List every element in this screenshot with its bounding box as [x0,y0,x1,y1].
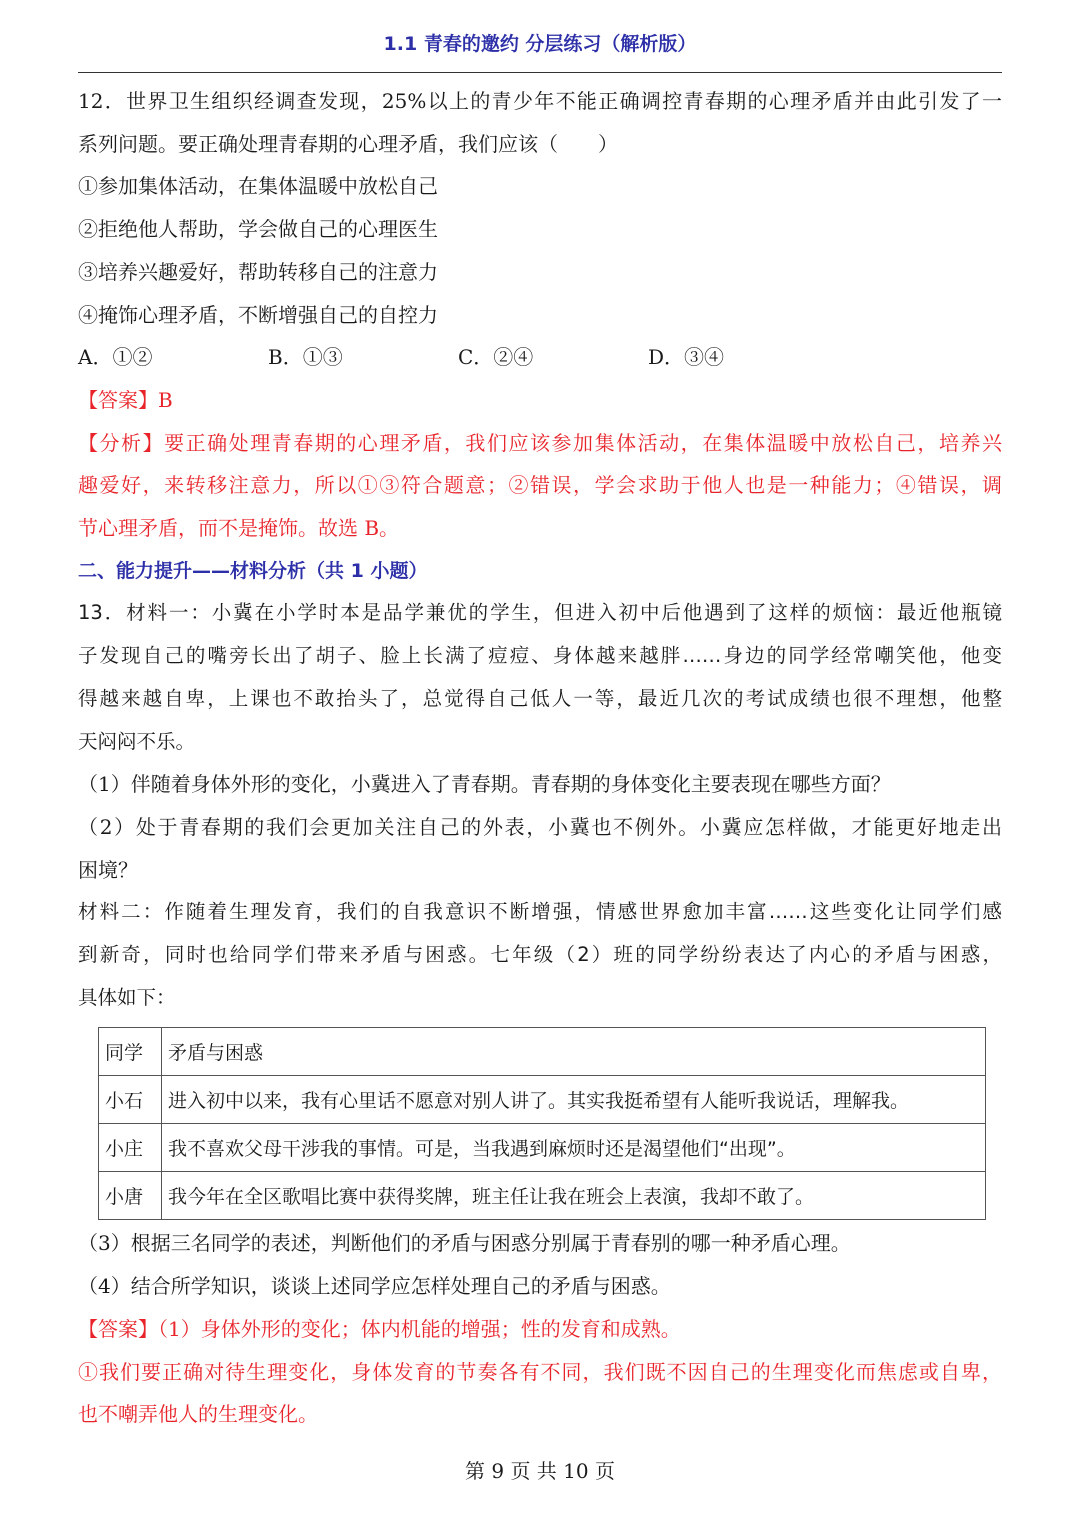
table-cell: 进入初中以来，我有心里话不愿意对别人讲了。其实我挺希望有人能听我说话，理解我。 [162,1076,986,1124]
table-row [99,1172,986,1220]
q13-material1-line: 天闷闷不乐。 [78,729,196,753]
table-cell: 小唐 [99,1172,162,1220]
q13-question-2-line: （2）处于青春期的我们会更加关注自己的外表，小冀也不例外。小冀应怎样做，才能更好地走出 [78,814,1002,839]
option-c: C．②④ [458,345,534,370]
q13-material2-line: 具体如下： [78,985,176,1009]
page-header [78,28,1002,73]
q12-item: ④掩饰心理矛盾，不断增强自己的自控力 [78,302,438,327]
q12-item: ②拒绝他人帮助，学会做自己的心理医生 [78,217,438,242]
q13-answer-line: ①我们要正确对待生理变化，身体发育的节奏各有不同，我们既不因自己的生理变化而焦虑或自卑， [78,1359,1002,1384]
q12-stem-line: 12．世界卫生组织经调查发现，25%以上的青少年不能正确调控青春期的心理矛盾并由此引发了一 [78,89,1002,113]
q13-material1-line: 子发现自己的嘴旁长出了胡子、脸上长满了痘痘、身体越来越胖……身边的同学经常嘲笑他，他变 [78,644,1002,668]
option-d: D．③④ [648,345,725,370]
q12-item: ①参加集体活动，在集体温暖中放松自己 [78,174,438,199]
q13-material1-line: 得越来越自卑，上课也不敢抬头了，总觉得自己低人一等，最近几次的考试成绩也很不理想，他整 [78,686,1002,710]
q13-question-1: （1）伴随着身体外形的变化，小冀进入了青春期。青春期的身体变化主要表现在哪些方面？ [78,772,891,797]
q12-item: ③培养兴趣爱好，帮助转移自己的注意力 [78,259,438,284]
q12-analysis-line: 趣爱好，来转移注意力，所以①③符合题意；②错误，学会求助于他人也是一种能力；④错误，调 [78,473,1002,498]
table-header-cell: 同学 [99,1028,162,1076]
option-a: A．①② [78,345,153,370]
q12-stem-line: 系列问题。要正确处理青春期的心理矛盾，我们应该（ ） [78,131,618,156]
q12-options [78,336,1002,379]
q13-question-3: （3）根据三名同学的表述，判断他们的矛盾与困惑分别属于青春别的哪一种矛盾心理。 [78,1231,851,1256]
page-number: 第 9 页 共 10 页 [465,1459,615,1483]
q13-material1-line: 13．材料一：小冀在小学时本是品学兼优的学生，但进入初中后他遇到了这样的烦恼：最近他瓶镜 [78,601,1002,625]
q13-question-4: （4）结合所学知识，谈谈上述同学应怎样处理自己的矛盾与困惑。 [78,1274,671,1299]
q13-material2-line: 材料二：作随着生理发育，我们的自我意识不断增强，情感世界愈加丰富……这些变化让同学们感 [78,900,1002,924]
table-row [99,1076,986,1124]
q13-answer-line: 也不嘲弄他人的生理变化。 [78,1402,318,1427]
page-title: 1.1 青春的邀约 分层练习（解析版） [383,33,697,55]
page-footer [0,1456,1080,1486]
section-heading: 二、能力提升——材料分析（共 1 小题） [78,559,428,582]
q12-answer: 【答案】B [78,387,173,412]
page-content [78,80,1002,1436]
table-header-cell: 矛盾与困惑 [162,1028,986,1076]
table-cell: 我今年在全区歌唱比赛中获得奖牌，班主任让我在班会上表演，我却不敢了。 [162,1172,986,1220]
table-header-row [99,1028,986,1076]
q13-material2-line: 到新奇，同时也给同学们带来矛盾与困惑。七年级（2）班的同学纷纷表达了内心的矛盾与困惑， [78,943,1002,967]
option-b: B．①③ [268,345,343,370]
q13-answer-line: 【答案】（1）身体外形的变化；体内机能的增强；性的发育和成熟。 [78,1316,681,1341]
q13-question-2-line: 困境？ [78,857,138,882]
table-cell: 小石 [99,1076,162,1124]
table-cell: 小庄 [99,1124,162,1172]
q12-analysis-line: 【分析】要正确处理青春期的心理矛盾，我们应该参加集体活动，在集体温暖中放松自己，培养兴 [78,430,1002,455]
table-cell: 我不喜欢父母干涉我的事情。可是，当我遇到麻烦时还是渴望他们“出现”。 [162,1124,986,1172]
q12-analysis-line: 节心理矛盾，而不是掩饰。故选 B。 [78,516,400,541]
table-row [99,1124,986,1172]
confusion-table [98,1027,986,1220]
